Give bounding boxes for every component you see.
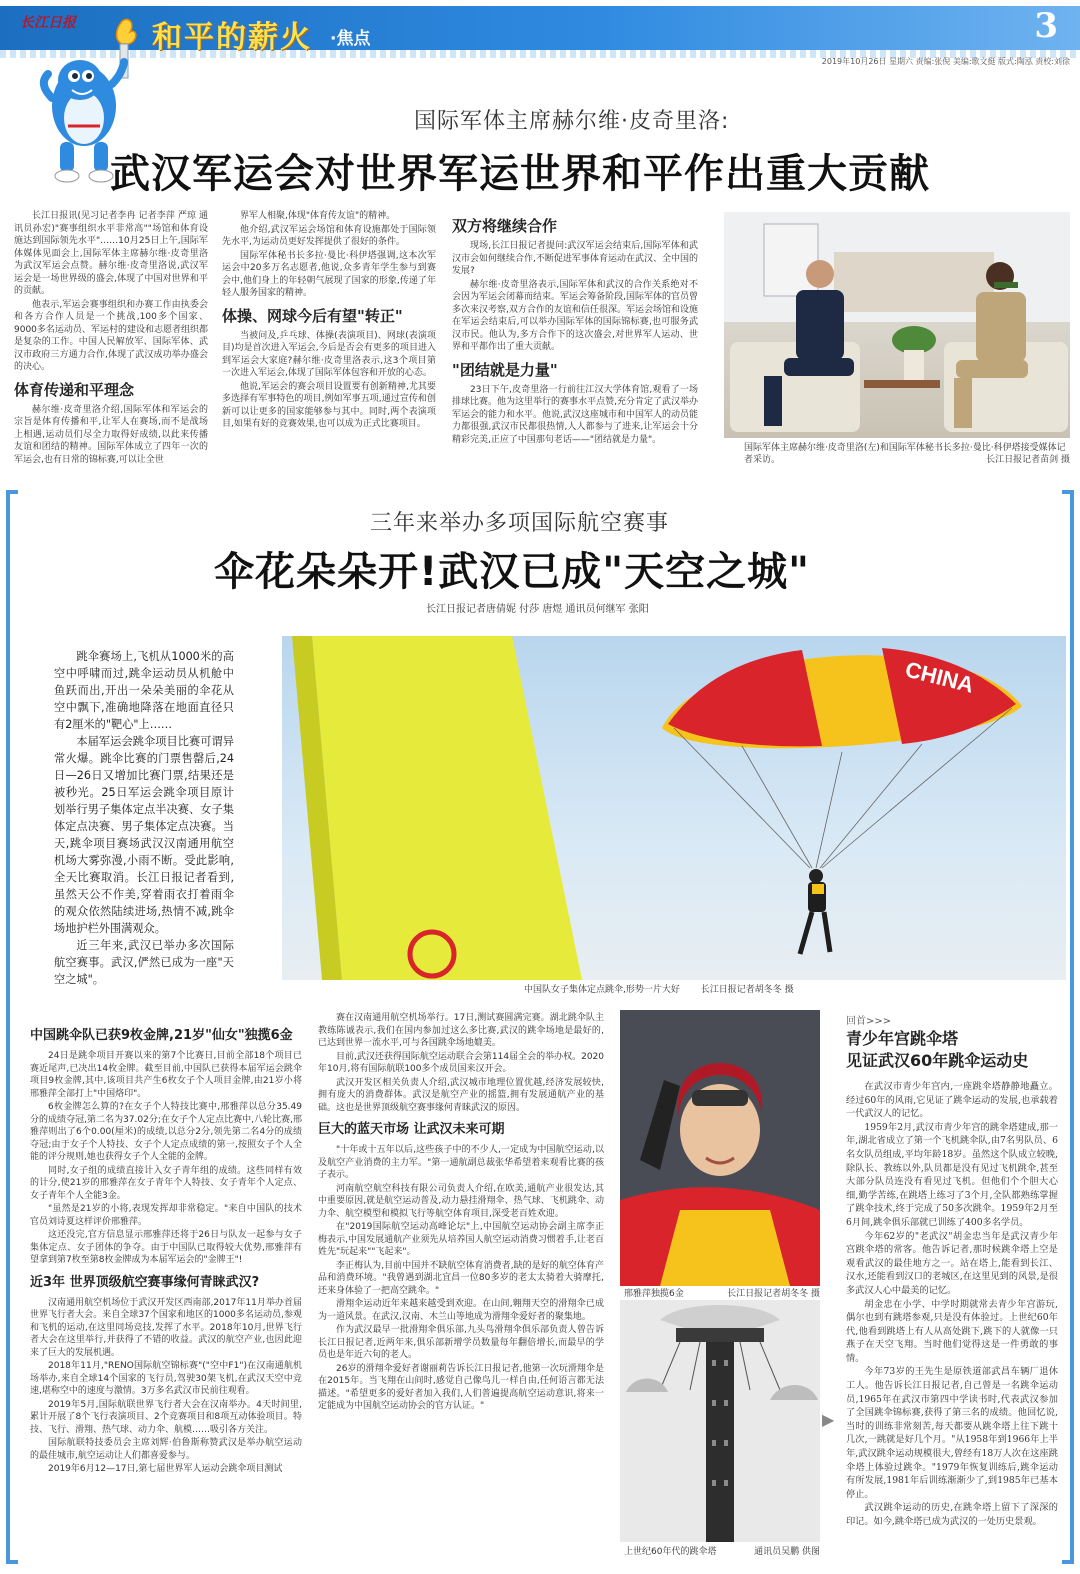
section-subtitle: ·焦点 — [330, 29, 371, 49]
caption-text: 中国队女子集体定点跳伞,形势一片大好 — [524, 985, 680, 995]
photo-credit: 长江日报记者苗剑 摄 — [986, 455, 1070, 465]
parachute-label: CHINA — [902, 656, 977, 698]
paragraph: 长江日报讯(见习记者李冉 记者李萍 严琼 通讯员孙宏)"赛事组织水平非常高""场馆和体育设施达到国际领先水平"……10月25日上午,国际军体媒体见面会上,国际军体主席赫尔维·皮奇里洛为武汉军运会点赞。赫尔维·皮奇里洛说,武汉军运会是一场世界级的盛会,体现了中国对世界和平的贡献。 — [14, 211, 208, 296]
photo-credit: 长江日报记者胡冬冬 摄 — [727, 1289, 820, 1299]
article2-column-a — [30, 1026, 302, 1546]
paragraph: 赛在汉南通用航空机场举行。17日,测试赛圆满完赛。湖北跳伞队主教练陈诚表示,我们在国内参加过这么多比赛,武汉的跳伞场地是最好的,已达到世界一流水平,可与各国跳伞场地媲美。 — [318, 1013, 604, 1048]
frame-bracket-left — [6, 490, 18, 1564]
paragraph: 在"2019国际航空运动高峰论坛"上,中国航空运动协会副主席李正梅表示,中国发展通航产业须先从培养国人航空运动消费习惯着手,让老百姓先"玩起来""飞起来"。 — [318, 1222, 604, 1257]
paragraph: 河南航空航空科技有限公司负责人介绍,在欧美,通航产业很发达,其中重要原因,就是航空运动普及,动力悬挂滑翔伞、热气球、飞机跳伞、动力伞、航空模型和模拟飞行等航空体育项目,深受老百姓欢迎。 — [318, 1183, 604, 1219]
paragraph: 当被问及,乒乓球、体操(表演项目)、网球(表演项目)均是首次进入军运会,今后是否会有更多的项目进入到军运会大家庭?赫尔维·皮奇里洛表示,这3个项目第一次进入军运会,体现了国际军体包容和开放的心态。 — [222, 330, 436, 378]
article2-headline: 伞花朵朵开!武汉已成"天空之城" — [214, 549, 810, 595]
article1-column-2 — [222, 210, 436, 468]
athlete-illustration — [620, 1010, 820, 1286]
parachute-photo-caption — [524, 984, 1064, 996]
caption-text: 上世纪60年代的跳伞塔 — [624, 1547, 717, 1557]
paragraph: 国际军体秘书长多拉·曼比·科伊塔强调,这本次军运会中20多万名志愿者,他说,众多青年学生参与到赛会中,他们身上的年轻朝气展现了国家的形象,传递了年轻人服务国家的精神。 — [222, 250, 436, 298]
athlete-photo-caption — [624, 1288, 820, 1300]
paragraph: 国际航联特技委员会主席刘辉·伯鲁斯称赞武汉是举办航空运动的最佳城市,航空运动让人们都喜爱参与。 — [30, 1438, 302, 1461]
article2-lead — [54, 648, 234, 986]
sidebar-title — [846, 1028, 1028, 1072]
paragraph: 作为武汉最早一批滑翔伞俱乐部,九头鸟滑翔伞俱乐部负责人曾告诉长江日报记者,近两年来,俱乐部新增学员数量每年翻倍增长,而最早的学员也是年近六旬的老人。 — [318, 1325, 604, 1360]
article2-column-b — [318, 1012, 604, 1546]
paragraph: 24日是跳伞项目开赛以来的第7个比赛日,目前全部18个项目已赛近尾声,已决出14枚金牌。截至目前,中国队已获得本届军运会跳伞项目9枚金牌,其中,该项目共产生6枚女子个人项目金牌,由21岁小将邢雅萍全部打上"中国烙印"。 — [30, 1051, 302, 1099]
tower-photo-caption — [624, 1546, 820, 1558]
paragraph: 他说,军运会的赛会项目设置要有创新精神,尤其要多选择有军事特色的项目,例如军事五项,通过宣传和创新可以让更多的国家能够参与其中。同时,两个表演项目,如果有好的竞赛效果,也可以成为正式比赛项目。 — [222, 381, 436, 429]
parachute-photo — [282, 636, 1066, 980]
photo-credit: 通讯员吴鹏 供图 — [754, 1547, 820, 1557]
article1-headline: 武汉军运会对世界军运世界和平作出重大贡献 — [110, 151, 930, 197]
article1-column-1 — [14, 210, 208, 468]
interview-photo — [724, 212, 1070, 438]
tower-illustration — [620, 1300, 820, 1542]
paragraph: 2018年11月,"RENO国际航空锦标赛"("空中F1")在汉南通航机场举办,来自全球14个国家的飞行员,驾驶30架飞机,在武汉天空中竞速,堪称空中的速度与激情。3万多名武汉市民前往观看。 — [30, 1361, 302, 1396]
section-title: 和平的薪火 — [152, 20, 312, 55]
paragraph: 2019年6月12—17日,第七届世界军人运动会跳伞项目测试 — [48, 1464, 283, 1474]
paragraph: 跳伞赛场上,飞机从1000米的高空中呼啸而过,跳伞运动员从机舱中鱼跃而出,开出一朵朵美丽的伞花从空中飘下,准确地降落在地面直径只有2厘米的"靶心"上…… — [54, 650, 234, 731]
paragraph: 武汉跳伞运动的历史,在跳伞塔上留下了深深的印记。如今,跳伞塔已成为武汉的一处历史景观。 — [846, 1502, 1058, 1527]
article2-subhead-2: 近3年 世界顶级航空赛事缘何青睐武汉? — [30, 1274, 260, 1290]
issue-meta: 2019年10月26日 星期六 责编:张倪 美编:歌文挺 版式:陶泓 责校:刘徐 — [821, 57, 1070, 66]
article1-subhead-4: "团结就是力量" — [452, 360, 558, 379]
parachute-illustration — [282, 636, 1066, 980]
paragraph: 滑翔伞运动近年来越来越受到欢迎。在山间,翱翔天空的滑翔伞已成为一道风景。在武汉,汉南、木兰山等地成为滑翔伞爱好者的聚集地。 — [318, 1299, 604, 1322]
caption-text: 邢雅萍独揽6金 — [624, 1289, 684, 1299]
article2-subhead-1: 中国跳伞队已获9枚金牌,21岁"仙女"独揽6金 — [30, 1028, 293, 1043]
paragraph: 赫尔维·皮奇里洛表示,国际军体和武汉的合作关系绝对不会因为军运会闭幕而结束。军运会筹备阶段,国际军体的官员曾多次来汉考察,双方合作的友谊和信任很深。军运会场馆和设施在军运会结束后,可以举办国际军体的国际锦标赛,也可服务武汉市民。他认为,多方合作下的这次盛会,对世界军人运动、世界和平都作出了重大贡献。 — [452, 279, 698, 352]
article2-byline: 长江日报记者唐倩妮 付莎 唐煜 通讯员何继军 张阳 — [426, 604, 649, 615]
paragraph: 现场,长江日报记者提问:武汉军运会结束后,国际军体和武汉市会如何继续合作,不断促进军事体育运动在武汉、全中国的发展? — [452, 241, 698, 276]
paragraph: 汉南通用航空机场位于武汉开发区西南部,2017年11月举办首届世界飞行者大会。来自全球37个国家和地区的1000多名运动员,参观和飞机的运动,在这里同场竞技,发挥了水平。2018年10月,世界飞行者大会在这里举行,并获得了不错的收益。武汉的航空产业,也因此迎来了巨大的发展机遇。 — [30, 1297, 302, 1358]
athlete-portrait-photo — [620, 1010, 820, 1286]
article1-subhead-2: 体操、网球今后有望"转正" — [222, 306, 403, 325]
paragraph: 本届军运会跳伞项目比赛可谓异常火爆。跳伞比赛的门票售罄后,24日—26日又增加比赛门票,结果还是被秒光。25日军运会跳伞项目原计划举行男子集体定点半决赛、女子集体定点决赛、男子集体定点决赛。当天,跳伞项目赛场武汉汉南通用航空机场大雾弥漫,小雨不断。受此影响,全天比赛取消。长江日报记者看到,虽然天公不作美,穿着雨衣打着雨伞的观众依然陆续进场,热情不减,跳伞场地护栏外围满观众。 — [54, 735, 234, 935]
article2-subhead-3: 巨大的蓝天市场 让武汉未来可期 — [318, 1122, 505, 1137]
paragraph: 同时,女子组的成绩直接计入女子青年组的成绩。这些同样有效的计分,使21岁的邢雅萍在女子青年个人特技、女子青年个人定点、女子青年个人全能3金。 — [30, 1165, 302, 1201]
sidebar-title-line-1: 青少年宫跳伞塔 — [846, 1029, 959, 1048]
paragraph: 2019年5月,国际航联世界飞行者大会在汉南举办。4天时间里,累计开展了8个飞行表演项目、2个竞赛项目和8项互动体验项目。特技、飞行、滑翔、热气球、动力伞、航模……吸引各方关注。 — [30, 1399, 302, 1435]
paragraph: 胡金忠在小学、中学时期就常去青少年宫游玩,偶尔也到有跳塔参观,只是没有体验过。上世纪60年代,他看到跳塔上有人从高处跳下,跳下的人就像一只燕子在天空飞翔。当时他们觉得这是一件勇敢的事情。 — [846, 1298, 1058, 1364]
article1-column-3 — [452, 216, 698, 468]
article1-subhead-3: 双方将继续合作 — [452, 217, 558, 235]
paragraph: 李正梅认为,目前中国并不缺航空体育消费者,缺的是好的航空体育产品和消费环境。"我曾遇到湖北宜昌一位80多岁的老太太骑着大骑摩托,还来身体验了一把高空跳伞。" — [318, 1260, 604, 1296]
paragraph: 目前,武汉还获得国际航空运动联合会第114届全会的举办权。2020年10月,将有国际航联100多个成员国来汉开会。 — [318, 1051, 604, 1074]
caption-text: 国际军体主席赫尔维·皮奇里洛(左)和国际军体秘书长多拉·曼比·科伊塔接受媒体记者采访。 — [744, 443, 1066, 465]
interview-photo-caption — [744, 442, 1070, 466]
sidebar-kicker: 回首>>> — [846, 1016, 892, 1027]
page-header — [0, 0, 1080, 82]
paragraph: 26岁的滑翔伞爱好者谢丽莉告诉长江日报记者,他第一次玩滑翔伞是在2015年。当飞翔在山间时,感觉自己像鸟儿一样自由,任何语言都无法描述。"希望更多的爱好者加入我们,人们普遍提高航空运动意识,将来一定能成为中国航空运动协会的官方认证。" — [318, 1363, 604, 1411]
paragraph: "十年或十五年以后,这些孩子中的不少人,一定成为中国航空运动,以及航空产业消费的主力军。"第一通航副总裁张华希望着来观看比赛的孩子表示。 — [318, 1145, 604, 1180]
paragraph: 今年73岁的王先生是原铁道部武昌车辆厂退休工人。他告诉长江日报记者,自己曾是一名跳伞运动员,1965年在武汉市第四中学读书时,代表武汉参加了全国跳伞锦标赛,获得了第三名的成绩。他回忆说,当时的训练非常刻苦,每天都要从跳伞塔上往下跳十几次,一跳就是好几个月。"从1958年到1966年上半年,武汉跳伞运动规模很大,曾经有18万人次在这座跳伞塔上体验过跳伞。"1979年恢复训练后,跳伞运动有所发展,1981年后训练渐渐少了,到1985年已基本停止。 — [846, 1366, 1058, 1500]
paragraph: 6枚金牌怎么算的?在女子个人特技比赛中,邢雅萍以总分35.49分的成绩夺冠,第二名为37.02分;在女子个人定点比赛中,八轮比赛,邢雅萍则出了6个0.00(厘米)的成绩,以总分2分,领先第二名4分的成绩夺冠;由于女子个人特技、女子个人定点成绩的第一,按照女子个人全能的评分规则,她也获得女子个人全能的金牌。 — [30, 1102, 302, 1162]
article2-kicker: 三年来举办多项国际航空赛事 — [370, 511, 670, 536]
next-arrow-icon: ▶ — [822, 1410, 835, 1429]
paragraph: 武汉开发区相关负责人介绍,武汉城市地理位置优越,经济发展较快,拥有庞大的消费群体。武汉是航空产业的摇篮,拥有发展通航产业的基础。这也是世界顶级航空赛事缘何青睐武汉的原因。 — [318, 1077, 604, 1113]
article1-kicker: 国际军体主席赫尔维·皮奇里洛: — [414, 109, 730, 134]
sidebar-body — [846, 1080, 1058, 1546]
interview-illustration — [724, 212, 1070, 438]
paragraph: 他介绍,武汉军运会场馆和体育设施都处于国际领先水平,为运动员更好发挥提供了很好的条件。 — [222, 224, 436, 247]
paragraph: 近三年来,武汉已举办多次国际航空赛事。武汉,俨然已成为一座"天空之城"。 — [54, 939, 234, 986]
paragraph: 这还没完,官方信息显示邢雅萍还将于26日与队友一起参与女子集体定点、女子团体的争夺。由于中国队已取得较大优势,邢雅萍有望拿到第7枚至第8枚金牌成为本届军运会的"金牌王"! — [30, 1230, 302, 1265]
page-number: 3 — [1034, 6, 1058, 46]
tower-photo — [620, 1300, 820, 1542]
paragraph: "虽然是21岁的小将,表现发挥却非常稳定。"来自中国队的技术官员刘诗夏这样评价邢雅萍。 — [30, 1204, 302, 1227]
paragraph: 界军人相聚,体现"体育传友谊"的精神。 — [240, 211, 396, 221]
paragraph: 1959年2月,武汉市青少年宫的跳伞塔建成,那一年,湖北省成立了第一个飞机跳伞队,由7名男队员、6名女队员组成,平均年龄18岁。虽然这个队成立较晚,除队长、教练以外,队员都是没有见过飞机跳伞,甚至大部分队员连没有看见过飞机。但他们个个胆大心细,勤学苦练,在跳塔上练习了3个月,全队都熟练掌握了跳伞技术,终于完成了50多次跳伞。1959年2月至6月间,跳伞俱乐部就已训练了400多名学员。 — [846, 1121, 1058, 1228]
paper-logo: 长江日报 — [20, 15, 76, 31]
photo-credit: 长江日报记者胡冬冬 摄 — [700, 985, 794, 995]
paragraph: 今年62岁的"老武汉"胡金忠当年是武汉青少年宫跳伞塔的常客。他告诉记者,那时候跳伞塔上空是观看武汉的最佳地方之一。站在塔上,能看到长江、汉水,还能看到汉口的老城区,在这里见到的风景,是很多武汉人心中最美的记忆。 — [846, 1230, 1058, 1296]
paragraph: 他表示,军运会赛事组织和办赛工作由执委会和各方合作人员是一个挑战,100多个国家、9000多名运动员、军运村的建设和志愿者组织都是复杂的工作。中国人民解放军、国际军体、武汉市政府三方通力合作,体现了武汉成功举办盛会的决心。 — [14, 299, 208, 372]
paragraph: 赫尔维·皮奇里洛介绍,国际军体和军运会的宗旨是体育传播和平,让军人在赛场,而不是战场上相遇,运动员们尽全力取得好成绩,以此来传播友谊和团结的精神。国际军体成立了四年一次的军运会,也有日常的锦标赛,可以让全世 — [14, 404, 208, 465]
paragraph: 在武汉市青少年宫内,一座跳伞塔静静地矗立。经过60年的风雨,它见证了跳伞运动的发展,也承载着一代武汉人的记忆。 — [846, 1081, 1058, 1120]
paragraph: 23日下午,皮奇里洛一行前往江汉大学体育馆,观看了一场排球比赛。他为这里举行的赛事水平点赞,充分肯定了武汉举办军运会的能力和水平。他说,武汉这座城市和中国军人的动员能力都很强,武汉市民都很热情,人人都参与了进来,让军运会十分精彩完美,正应了中国那句老话——"团结就是力量"。 — [452, 384, 698, 445]
sidebar-title-line-2: 见证武汉60年跳伞运动史 — [846, 1051, 1029, 1070]
article1-subhead-1: 体育传递和平理念 — [14, 380, 135, 399]
